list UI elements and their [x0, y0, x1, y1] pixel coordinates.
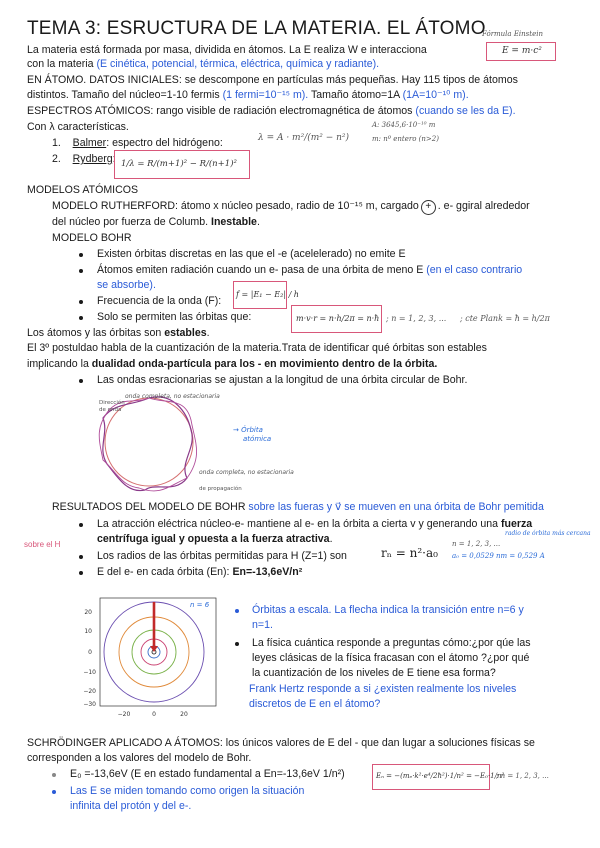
x-tick: 0: [152, 711, 156, 718]
bullet-icon: [235, 642, 239, 646]
bohr-point-2-cont: se absorbe).: [97, 279, 156, 291]
wave-label-left-2: de onda: [99, 407, 122, 413]
models-heading: MODELOS ATÓMICOS: [27, 184, 139, 196]
bullet-icon: [79, 316, 83, 320]
wave-label-bottom-2: de propagación: [199, 486, 242, 492]
bullet-icon: [79, 555, 83, 559]
intro-line-4: distintos. Tamaño del núcleo=1-10 fermis (1 fermi=10⁻¹⁵ m). Tamaño átomo=1A (1A=10⁻¹⁰ m).: [27, 89, 469, 101]
standing-waves-line: Las ondas esracionarias se ajustan a la longitud de una órbita circular de Bohr.: [97, 374, 468, 386]
schrodinger-line-1: SCHRÖDINGER APLICADO A ÁTOMOS: los únicos valores de E del - que dan lugar a soluciones físicas se: [27, 737, 535, 749]
orbit-text-2-cont2: la cuantización de los niveles de E tiene esa forma?: [252, 667, 496, 679]
bullet-icon: [79, 571, 83, 575]
radius-note-3: radio de órbita más cercana: [505, 530, 591, 537]
intro-line-1: La materia está formada por masa, dividida en átomos. La E realiza W e interacciona: [27, 44, 427, 56]
orbit-text-2: La física cuántica responde a preguntas cómo:¿por qúe las: [252, 637, 531, 649]
rutherford-line-2: del núcleo por fuerza de Columb. Inestable.: [52, 216, 260, 228]
results-heading: RESULTADOS DEL MODELO DE BOHR sobre las fueras y v⃗ se mueven en una órbita de Bohr pemitida: [52, 501, 544, 513]
x-tick: −20: [117, 711, 131, 718]
energy-n: ; n = 1, 2, 3, ...: [496, 772, 549, 780]
bullet-icon: [79, 379, 83, 383]
wave-label-right-1: → Órbita: [233, 426, 263, 434]
bohr-point-1: Existen órbitas discretas en las que el -e (acelelerado) no emite E: [97, 248, 406, 260]
orbit-text-1: Órbitas a escala. La flecha indica la transición entre n=6 y: [252, 604, 524, 616]
intro-line-5: ESPECTROS ATÓMICOS: rango visible de radiación electromagnética de átomos (cuando se les da E).: [27, 105, 516, 117]
schrodinger-point-1: E₀ =-13,6eV (E en estado fundamental a En=-13,6eV 1/n²): [70, 768, 345, 780]
y-tick: −30: [83, 701, 96, 708]
postulate-line-2: implicando la dualidad onda-partícula para los - en movimiento dentro de la órbita.: [27, 358, 438, 370]
y-tick: 0: [88, 649, 92, 656]
margin-note: sobre el H: [24, 540, 61, 549]
bullet-icon: [235, 609, 239, 613]
rutherford-line-1: MODELO RUTHERFORD: átomo x núcleo pesado, radio de 10⁻¹⁵ m, cargado + . e- ggiral alrededor: [52, 200, 530, 215]
x-tick: 20: [180, 711, 188, 718]
orbit-text-1-cont: n=1.: [252, 619, 273, 631]
formula-note-eq: E = m·c²: [502, 46, 542, 56]
orbit-text-3-cont: discretos de E en el átomo?: [249, 698, 381, 710]
energy-equation: Eₙ = −(mₑ·k²·e⁴/2ħ²)·1/n² = −E₀·1/n²: [376, 772, 505, 780]
chart-frame: [100, 598, 216, 706]
postulate-line-1: El 3º postuldao habla de la cuantización de la materia.Trata de identificar qué órbitas son estables: [27, 342, 487, 354]
wave-label-left-1: Dirección: [99, 400, 125, 406]
radius-note-2: a₀ = 0,0529 nm = 0,529 A: [452, 552, 545, 560]
orbit-label-n6: n = 6: [190, 601, 210, 609]
stable-line: Los átomos y las órbitas son estables.: [27, 327, 210, 339]
bohr-orbits-chart: [82, 592, 222, 726]
bohr-point-3: Frecuencia de la onda (F):: [97, 295, 222, 307]
schrodinger-line-2: corresponden a los valores del modelo de Bohr.: [27, 752, 252, 764]
wave-label-bottom: onda completa, no estacionaria: [199, 469, 294, 476]
planck-note: ; cte Plank = ħ = h/2π: [460, 314, 550, 323]
bullet-icon: [79, 253, 83, 257]
standing-wave-figure: [95, 390, 345, 502]
orbit-condition-n: ; n = 1, 2, 3, ...: [386, 314, 447, 323]
y-tick: −20: [83, 688, 96, 695]
y-tick: 10: [84, 628, 92, 635]
balmer-equation: λ = A · m²/(m² − n²): [258, 133, 350, 143]
positive-charge-icon: +: [421, 200, 436, 215]
schrodinger-point-2: Las E se miden tomando como origen la situación: [70, 785, 305, 797]
bullet-icon: [79, 269, 83, 273]
results-point-2: Los radios de las órbitas permitidas para H (Z=1) son: [97, 550, 347, 562]
transition-arrow-head: [150, 646, 158, 652]
orbit-condition-equation: m·v·r = n·h/2π = n·ħ: [296, 314, 380, 323]
schrodinger-point-2-cont: infinita del protón y del e-.: [70, 800, 192, 812]
bohr-point-2: Átomos emiten radiación cuando un e- pasa de una órbita de meno E (en el caso contrario: [97, 264, 523, 276]
bullet-icon: [52, 790, 56, 794]
balmer-note-1: A: 3645,6·10⁻¹⁰ m: [372, 121, 436, 129]
balmer-note-2: m: nº entero (n>2): [372, 135, 439, 143]
spectra-item-2: 2. Rydberg:: [52, 153, 116, 165]
wave-label-top: onda completa, no estacionaria: [125, 393, 220, 400]
orbit-text-2-cont: leyes clásicas de la física fracasan con el átomo ?¿por qué: [252, 652, 530, 664]
frequency-equation: f = |E₁ − E₂| / h: [236, 290, 299, 299]
bullet-icon: [52, 773, 56, 777]
bohr-point-4: Solo se permiten las órbitas que:: [97, 311, 252, 323]
spectra-item-1: 1. Balmer: espectro del hidrógeno:: [52, 137, 223, 149]
intro-line-6: Con λ características.: [27, 121, 129, 133]
rydberg-equation: 1/λ = R/(m+1)² − R/(n+1)²: [121, 159, 237, 169]
intro-line-3: EN ÁTOMO. DATOS INICIALES: se descompone en partículas más pequeñas. Hay 115 tipos de átomos: [27, 74, 518, 86]
radius-note-1: n = 1, 2, 3, ...: [452, 540, 501, 548]
wave-label-right-2: atómica: [243, 435, 272, 443]
intro-line-2: con la materia (E cinética, potencial, térmica, eléctrica, química y radiante).: [27, 58, 380, 70]
results-point-1-cont: centrífuga igual y opuesta a la fuerza atractiva.: [97, 533, 333, 545]
bullet-icon: [79, 523, 83, 527]
y-tick: −10: [83, 669, 96, 676]
radius-equation: rₙ = n²·a₀: [381, 546, 438, 560]
results-point-1: La atracción eléctrica núcleo-e- mantiene al e- en la órbita a cierta v y generando una fuerza: [97, 518, 533, 530]
bullet-icon: [79, 300, 83, 304]
formula-note-label: Fórmula Einstein: [482, 30, 543, 38]
orbit-text-3: Frank Hertz responde a si ¿existen realmente los niveles: [249, 683, 517, 695]
bohr-heading: MODELO BOHR: [52, 232, 132, 244]
results-point-3: E del e- en cada órbita (En): En=-13,6eV/n²: [97, 566, 303, 578]
y-tick: 20: [84, 609, 92, 616]
page-title: TEMA 3: ESRUCTURA DE LA MATERIA. EL ÁTOMO: [27, 18, 486, 39]
